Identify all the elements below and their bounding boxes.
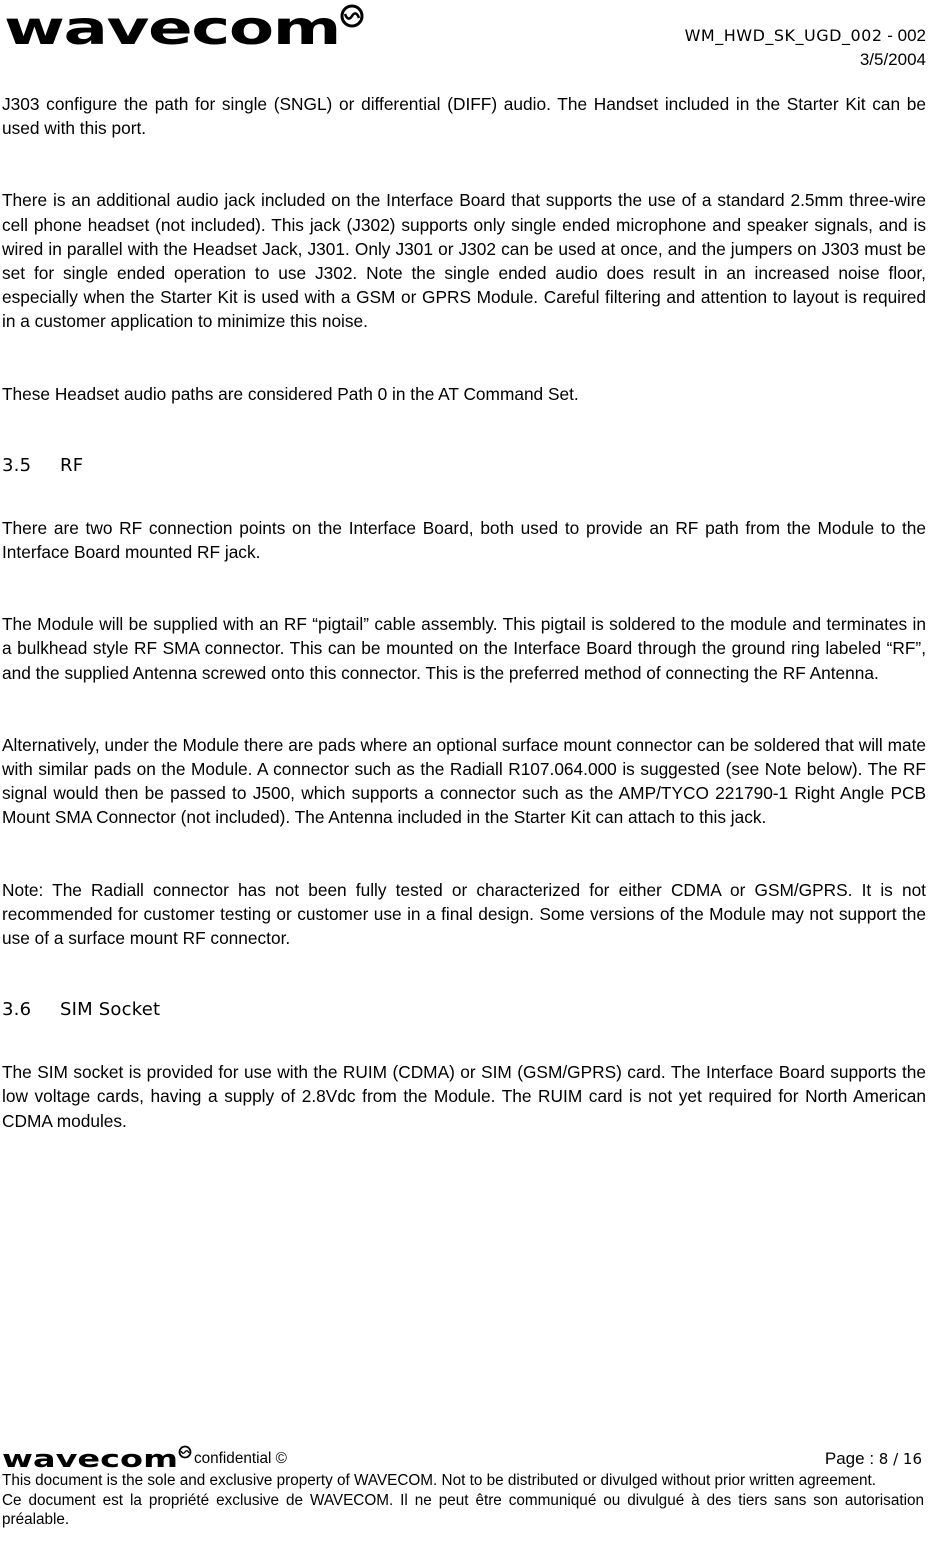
paragraph-headset-paths: These Headset audio paths are considered Path 0 in the AT Command Set.	[2, 383, 579, 404]
logo-swirl-icon	[342, 6, 362, 26]
page-number-label: Page : 8 / 16	[824, 1449, 922, 1468]
wavecom-logo	[4, 4, 366, 48]
footer-wavecom-logo	[2, 1445, 192, 1469]
section-number: 3.5	[2, 454, 32, 476]
paragraph-additional-audio-jack: There is an additional audio jack included on the Interface Board that supports the use of a standard 2.5mm three-wire cell phone headset (not included). This jack (J302) supports only single ended microphone and speaker signals, and is wired in parallel with the Headset Jack, J301. Only J301 or J302 can be used at once, and the jumpers on J303 must be set for single ended operation to use J302. Note the single ended audio does result in an increased noise floor, especially when the Starter Kit is used with a GSM or GPRS Module. Careful filtering and attention to layout is required in a customer application to minimize this noise.	[2, 190, 926, 332]
logo-wordmark: wavecom	[4, 4, 340, 48]
disclaimer	[2, 1471, 924, 1530]
disclaimer-french: Ce document est la propriété exclusive de WAVECOM. Il ne peut être communiqué ou divulgué à des tiers sans son autorisation préalable.	[2, 1491, 924, 1528]
paragraph-j303-config: J303 configure the path for single (SNGL) or differential (DIFF) audio. The Handset included in the Starter Kit can be used with this port.	[2, 94, 926, 139]
document-id: WM_HWD_SK_UGD_002	[684, 26, 883, 45]
paragraph-rf-connection-points: There are two RF connection points on the Interface Board, both used to provide an RF path from the Module to the Interface Board mounted RF jack.	[2, 517, 926, 563]
confidential-label: confidential ©	[194, 1450, 287, 1467]
paragraph-rf-note: Note: The Radiall connector has not been fully tested or characterized for either CDMA or GSM/GPRS. It is not recommended for customer testing or customer use in a final design. Some versions of the Module may not support the use of a surface mount RF connector.	[2, 879, 926, 949]
page-content	[2, 92, 926, 1133]
section-title: RF	[60, 454, 84, 476]
section-title: SIM Socket	[60, 999, 161, 1021]
footer-logo-swirl-icon	[180, 1447, 191, 1458]
paragraph-sim-socket: The SIM socket is provided for use with the RUIM (CDMA) or SIM (GSM/GPRS) card. The Interface Board supports the low voltage cards, having a supply of 2.8Vdc from the Module. The RUIM card is not yet required for North American CDMA modules.	[2, 1062, 926, 1131]
document-date: 3/5/2004	[859, 50, 926, 69]
page-number: 8 / 16	[878, 1450, 922, 1468]
footer-logo-wordmark: wavecom	[2, 1445, 178, 1469]
section-heading-rf	[2, 454, 926, 478]
disclaimer-english: This document is the sole and exclusive property of WAVECOM. Not to be distributed or divulged without prior written agreement.	[2, 1472, 877, 1489]
document-header-info	[685, 24, 926, 72]
paragraph-rf-alternative: Alternatively, under the Module there are pads where an optional surface mount connector can be soldered that will mate with similar pads on the Module. A connector such as the Radiall R107.064.000 is suggested (see Note below). The RF signal would then be passed to J500, which supports a connector such as the AMP/TYCO 221790-1 Right Angle PCB Mount SMA Connector (not included). The Antenna included in the Starter Kit can attach to this jack.	[2, 734, 926, 828]
document-revision: - 002	[882, 26, 926, 45]
section-heading-sim-socket	[2, 998, 926, 1022]
section-number: 3.6	[2, 999, 32, 1021]
paragraph-rf-pigtail: The Module will be supplied with an RF “pigtail” cable assembly. This pigtail is soldered to the module and terminates in a bulkhead style RF SMA connector. This can be mounted on the Interface Board through the ground ring labeled “RF”, and the supplied Antenna screwed onto this connector. This is the preferred method of connecting the RF Antenna.	[2, 614, 926, 683]
